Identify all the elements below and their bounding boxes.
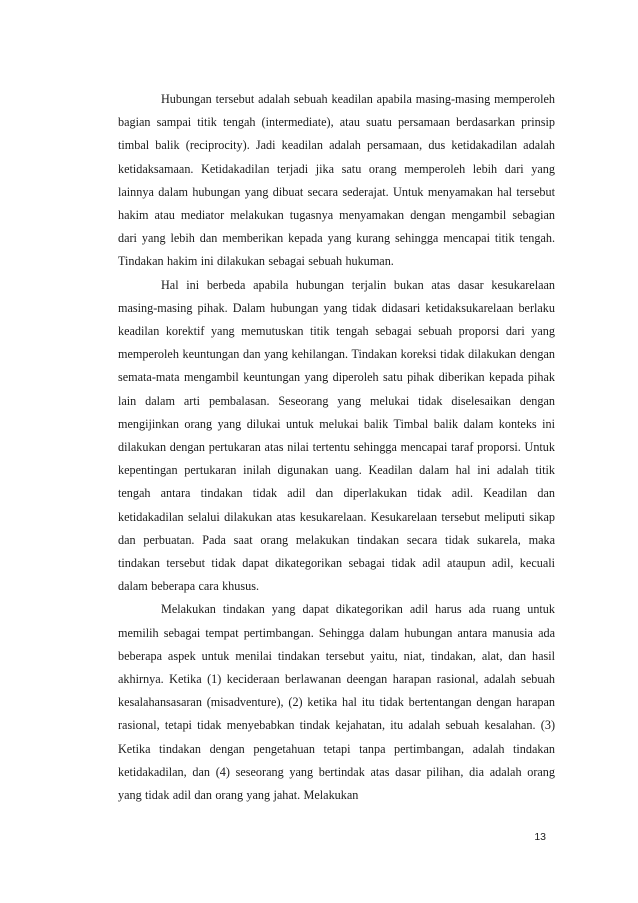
paragraph-1: Hubungan tersebut adalah sebuah keadilan apabila masing-masing memperoleh bagian sampai titik tengah (intermediate), atau suatu persamaan berdasarkan prinsip timbal balik (reciprocity). Jadi keadilan adalah persamaan, dus ketidakadilan adalah ketidaksamaan. Ketidakadilan terjadi jika satu orang memperoleh lebih dari yang lainnya dalam hubungan yang dibuat secara sederajat. Untuk menyamakan hal tersebut hakim atau mediator melakukan tugasnya menyamakan dengan mengambil sebagian dari yang lebih dan memberikan kepada yang kurang sehingga mencapai titik tengah. Tindakan hakim ini dilakukan sebagai sebuah hukuman.	[118, 92, 555, 269]
paragraph-2: Hal ini berbeda apabila hubungan terjalin bukan atas dasar kesukarelaan masing-masing pihak. Dalam hubungan yang tidak didasari ketidaksukarelaan berlaku keadilan korektif yang memutuskan titik tengah sebagai sebuah proporsi dari yang memperoleh keuntungan dan yang kehilangan. Tindakan koreksi tidak dilakukan dengan semata-mata mengambil keuntungan yang diperoleh satu pihak diberikan kepada pihak lain dalam arti pembalasan. Seseorang yang melukai tidak diselesaikan dengan mengijinkan orang yang dilukai untuk melukai balik Timbal balik dalam konteks ini dilakukan dengan pertukaran atas nilai tertentu sehingga mencapai taraf proporsi. Untuk kepentingan pertukaran inilah digunakan uang. Keadilan dalam hal ini adalah titik tengah antara tindakan tidak adil dan diperlakukan tidak adil. Keadilan dan ketidakadilan selalui dilakukan atas kesukarelaan. Kesukarelaan tersebut meliputi sikap dan perbuatan. Pada saat orang melakukan tindakan secara tidak sukarela, maka tindakan tersebut tidak dapat dikategorikan sebagai tidak adil ataupun adil, kecuali dalam beberapa cara khusus.	[118, 277, 555, 594]
paragraph-3: Melakukan tindakan yang dapat dikategorikan adil harus ada ruang untuk memilih sebagai tempat pertimbangan. Sehingga dalam hubungan antara manusia ada beberapa aspek untuk menilai tindakan tersebut yaitu, niat, tindakan, alat, dan hasil akhirnya. Ketika (1) kecideraan berlawanan deengan harapan rasional, adalah sebuah kesalahansasaran (misadventure), (2) ketika hal itu tidak bertentangan dengan harapan rasional, tetapi tidak menyebabkan tindak kejahatan, itu adalah sebuah kesalahan. (3) Ketika tindakan dengan pengetahuan tetapi tanpa pertimbangan, adalah tindakan ketidakadilan, dan (4) seseorang yang bertindak atas dasar pilihan, dia adalah orang yang tidak adil dan orang yang jahat. Melakukan	[118, 602, 555, 803]
body-text	[118, 88, 555, 807]
page-number: 13	[534, 831, 546, 843]
